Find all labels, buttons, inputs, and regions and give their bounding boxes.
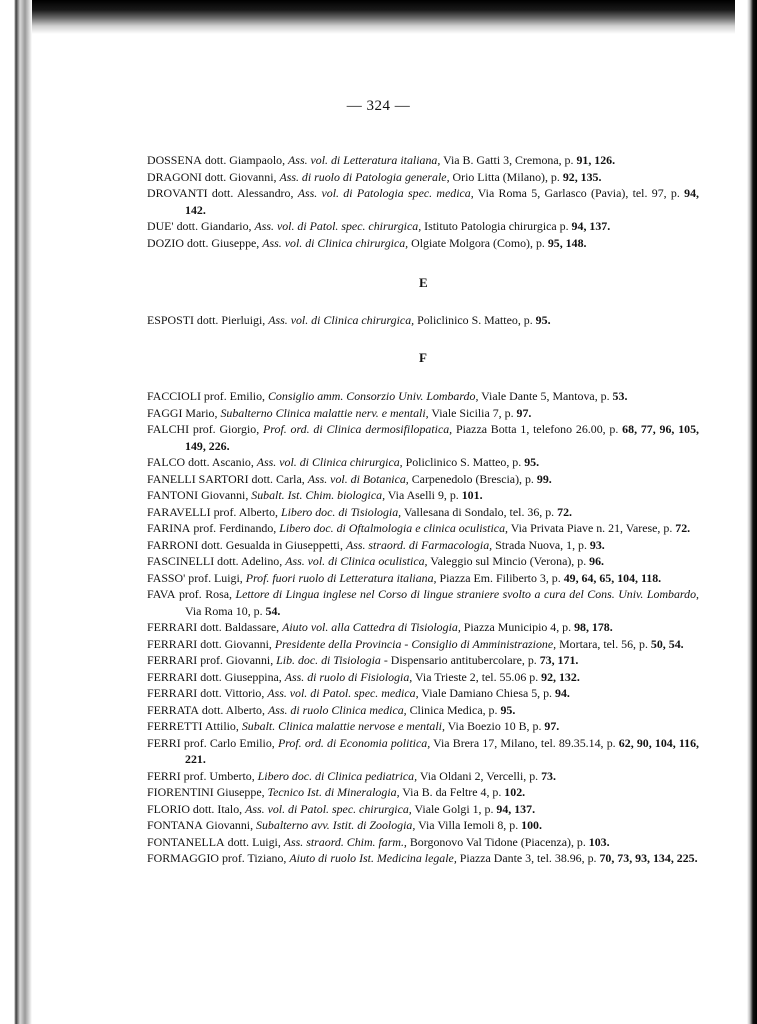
entry-address: Viale Dante 5, Mantova, p. [478,389,613,403]
entry-title-firstname: dott. Alberto, [198,702,268,717]
entry-role: Ass. vol. di Letteratura italiana, [288,153,441,167]
section-letter-e: E [419,275,428,290]
entry-title-firstname: dott. Giuseppe, [183,235,263,250]
entry-pages: 95. [524,455,540,469]
entry-pages: 97. [544,719,560,733]
entry-title-firstname: prof. Luigi, [185,570,246,585]
entry-name: FONTANELLA [147,834,225,849]
entry-address: Viale Golgi 1, p. [411,801,497,816]
entry-pages: 50, 54. [650,636,684,651]
index-entry [147,834,699,851]
entry-pages: 96. [589,554,605,568]
entry-address: Piazza Dante 3, tel. 38.96, p. [456,851,600,865]
entry-role: Ass. straord. di Farmacologia, [345,537,493,552]
index-entry [147,520,699,537]
entry-title-firstname: dott. Adelino, [214,554,286,568]
entry-name: FIORENTINI [147,785,214,799]
entry-role: Libero doc. di Tisiologia, [280,504,402,519]
index-entry [147,817,699,834]
entry-name: FALCO [147,455,186,469]
entry-pages: 95. [535,313,551,327]
entry-pages: 98, 178. [574,620,613,634]
section-letter-f: F [419,350,427,365]
entry-role: Libero doc. di Oftalmologia e clinica oculistica, [279,521,508,535]
entry-address: Via Brera 17, Milano, tel. 89.35.14, p. [430,735,619,750]
entry-title-firstname: dott. Giovanni, [201,169,280,184]
index-entry [147,685,699,702]
entry-title-firstname: Giuseppe, [213,785,268,799]
entry-pages: 53. [612,389,628,403]
entry-role: Ass. vol. di Clinica chirurgica, [268,313,415,327]
entry-name: FARRONI [147,537,199,552]
entry-name: FAGGI [147,405,183,420]
page-binding-shadow [0,0,32,1024]
entry-pages: 103. [588,834,610,849]
entry-address: Via Boezio 10 B, p. [444,719,545,733]
entry-title-firstname: dott. Gesualda in Giuseppetti, [198,537,346,552]
index-entry [147,784,699,801]
entry-address: Via Trieste 2, tel. 55.06 p. [412,669,542,684]
entry-pages: 94, 137. [571,219,611,233]
entry-address: Piazza Botta 1, telefono 26.00, p. [452,422,623,436]
entry-address: Via Villa Iemoli 8, p. [415,818,522,832]
entry-pages: 72. [557,504,572,519]
entry-role: Ass. di ruolo di Patologia generale, [279,169,450,184]
entry-list-f [147,388,699,867]
entry-address: Clinica Medica, p. [406,702,501,717]
entry-pages: 72. [675,521,691,535]
entry-pages: 68, 77, 96, 105, 149, 226. [185,422,700,453]
entry-name: FANELLI SARTORI [147,471,249,486]
entry-title-firstname: Giovanni, [202,818,257,832]
entry-address: Via Aselli 9, p. [385,488,462,502]
entry-title-firstname: dott. Giuseppina, [197,669,285,684]
entry-role: Ass. straord. Chim. farm., [283,834,407,849]
index-entry [147,471,699,488]
entry-name: FERRARI [147,669,198,684]
entry-title-firstname: dott. Baldassare, [197,620,283,634]
entry-pages: 49, 64, 65, 104, 118. [563,570,662,585]
entry-pages: 94, 142. [185,186,699,217]
index-entry [147,218,699,235]
entry-address: Istituto Patologia chirurgica p. [421,219,572,233]
index-entry [147,421,699,454]
entry-address: Policlinico S. Matteo, p. [402,455,525,469]
entry-role: Ass. vol. di Clinica chirurgica, [262,235,409,250]
entry-name: DUE' [147,219,174,233]
entry-name: FARAVELLI [147,504,211,519]
entry-title-firstname: prof. Giorgio, [189,422,264,436]
entry-title-firstname: dott. Giampaolo, [201,153,289,167]
index-entry [147,504,699,521]
entry-name: FERRARI [147,653,198,667]
entry-name: FLORIO [147,801,190,816]
entry-title-firstname: prof. Giovanni, [197,653,277,667]
entry-name: FERRARI [147,620,198,634]
index-entry [147,388,699,405]
entry-address: Policlinico S. Matteo, p. [414,313,536,327]
entry-role: Tecnico Ist. di Mineralogia, [267,785,400,799]
index-entry [147,636,699,653]
page-number: — 324 — [346,98,411,114]
entry-title-firstname: dott. Vittorio, [197,686,268,700]
entry-address: Valeggio sul Mincio (Verona), p. [427,554,590,568]
entry-name: FAVA [147,587,176,601]
entry-title-firstname: dott. Carla, [248,471,308,486]
entry-pages: 92, 132. [541,669,580,684]
entry-title-firstname: dott. Pierluigi, [193,313,269,327]
entry-title-firstname: dott. Ascanio, [185,455,257,469]
entry-name: FERRETTI [147,719,203,733]
entry-title-firstname: prof. Ferdinando, [190,521,280,535]
entry-address: Via Privata Piave n. 21, Varese, p. [508,521,676,535]
scan-top-shadow [0,0,757,34]
index-entry [147,454,699,471]
entry-pages: 54. [265,603,281,618]
entry-name: FORMAGGIO [147,851,220,865]
index-entry [147,312,699,329]
entry-role: Ass. vol. di Clinica oculistica, [285,554,428,568]
entry-role: Consiglio amm. Consorzio Univ. Lombardo, [268,389,479,403]
entry-pages: 95, 148. [547,235,587,250]
entry-name: FERRI [147,768,181,783]
entry-address: Via Roma 5, Garlasco (Pavia), tel. 97, p. [473,186,685,200]
entry-pages: 102. [504,785,526,799]
entry-name: FARINA [147,521,191,535]
entry-pages: 73. [541,768,556,783]
entry-pages: 73, 171. [539,653,579,667]
entry-role: Lib. doc. di Tisiologia [276,653,381,667]
entry-pages: 94, 137. [496,801,536,816]
entry-role: Ass. vol. di Patol. spec. chirurgica, [254,219,422,233]
index-entry [147,735,699,768]
entry-pages: 91, 126. [576,153,616,167]
entry-role: Subalterno avv. Istit. di Zoologia, [256,818,416,832]
entry-list-d [147,152,699,251]
entry-address: Vallesana di Sondalo, tel. 36, p. [401,504,558,519]
entry-address: Piazza Em. Filiberto 3, p. [436,570,564,585]
entry-pages: 94. [555,686,570,700]
entry-role: Subalt. Clinica malattie nervose e mentali, [241,719,445,733]
entry-name: DRAGONI [147,169,202,184]
entry-role: Ass. vol. di Patol. spec. chirurgica, [245,801,412,816]
entry-pages: 100. [521,818,542,832]
index-entry [147,169,699,186]
entry-name: FALCHI [147,422,190,436]
entry-name: FERRARI [147,636,198,651]
entry-name: FERRARI [147,686,198,700]
entry-address: Via B. da Feltre 4, p. [399,785,505,799]
entry-title-firstname: dott. Giovanni, [197,636,275,651]
index-entry [147,152,699,169]
entry-title-firstname: prof. Tiziano, [219,851,290,865]
entry-title-firstname: prof. Carlo Emilio, [180,735,278,750]
entry-title-firstname: prof. Rosa, [175,587,236,601]
entry-name: FACCIOLI [147,389,201,403]
entry-role: Ass. di ruolo Clinica medica, [267,702,407,717]
entry-role: Prof. ord. di Clinica dermosifilopatica, [263,422,453,436]
entry-address: Olgiate Molgora (Como), p. [408,235,548,250]
entry-title-firstname: dott. Italo, [189,801,246,816]
entry-address: Carpenedolo (Brescia), p. [408,471,537,486]
entry-role: Subalterno Clinica malattie nerv. e mentali, [220,405,429,420]
entry-name: FERRI [147,735,181,750]
index-entry [147,768,699,785]
entry-pages: 93. [589,537,605,552]
entry-address: Strada Nuova, 1, p. [492,537,590,552]
entry-role: Ass. vol. di Patol. spec. medica, [267,686,419,700]
entry-title-firstname: dott. Luigi, [224,834,284,849]
entry-pages: 99. [536,471,552,486]
entry-address: Piazza Municipio 4, p. [460,620,575,634]
index-entry [147,487,699,504]
index-entry [147,537,699,554]
entry-role: Libero doc. di Clinica pediatrica, [257,768,418,783]
entry-name: FASSO' [147,570,186,585]
entry-list-e [147,312,699,329]
index-entry [147,669,699,686]
entry-address: - Dispensario antitubercolare, p. [380,653,540,667]
entry-title-firstname: dott. Giandario, [173,219,255,233]
entry-role: Ass. di ruolo di Fisiologia, [284,669,413,684]
entry-role: Aiuto vol. alla Cattedra di Tisiologia, [282,620,461,634]
entry-name: ESPOSTI [147,313,194,327]
entry-role: Prof. ord. di Economia politica, [277,735,431,750]
entry-pages: 70, 73, 93, 134, 225. [599,851,698,865]
entry-role: Subalt. Ist. Chim. biologica, [251,488,386,502]
entry-role: Ass. vol. di Clinica chirurgica, [256,455,403,469]
entry-address: Viale Damiano Chiesa 5, p. [418,686,556,700]
entry-role: Prof. fuori ruolo di Letteratura italiana, [245,570,437,585]
index-entry [147,850,699,867]
entry-address: Viale Sicilia 7, p. [428,405,517,420]
entry-pages: 101. [461,488,483,502]
entry-role: Ass. vol. di Botanica, [307,471,409,486]
entry-address: Orio Litta (Milano), p. [449,169,563,184]
index-entry [147,405,699,422]
index-entry [147,235,699,252]
index-entry [147,553,699,570]
entry-name: DOSSENA [147,153,202,167]
index-entry [147,570,699,587]
index-entry [147,619,699,636]
entry-title-firstname: prof. Emilio, [200,389,268,403]
entry-address: Mortara, tel. 56, p. [556,636,651,651]
entry-pages: 62, 90, 104, 116, 221. [185,735,700,766]
entry-role: Ass. vol. di Patologia spec. medica, [297,186,474,200]
entry-pages: 97. [516,405,532,420]
entry-name: FASCINELLI [147,554,215,568]
entry-pages: 95. [500,702,516,717]
entry-title-firstname: Mario, [182,405,221,420]
entry-address: Via B. Gatti 3, Cremona, p. [440,153,577,167]
entry-title-firstname: Giovanni, [198,488,252,502]
page-right-edge [735,0,757,1024]
entry-title-firstname: prof. Umberto, [180,768,258,783]
index-entry [147,702,699,719]
entry-name: FONTANA [147,818,203,832]
entry-name: DROVANTI [147,186,208,200]
entry-role: Aiuto di ruolo Ist. Medicina legale, [289,851,457,865]
entry-title-firstname: dott. Alessandro, [207,186,298,200]
entry-role: Presidente della Provincia - Consiglio di Amministrazione, [274,636,557,651]
entry-address: Via Oldani 2, Vercelli, p. [417,768,542,783]
entry-role: Lettore di Lingua inglese nel Corso di lingue straniere svolto a cura del Cons. Univ. Lombardo, [235,587,699,601]
entry-title-firstname: Attilio, [202,719,242,733]
entry-title-firstname: prof. Alberto, [210,504,281,519]
entry-pages: 92, 135. [562,169,602,184]
index-entry [147,185,699,218]
index-entry [147,586,699,619]
entry-address: Borgonovo Val Tidone (Piacenza), p. [406,834,589,849]
index-entry [147,652,699,669]
entry-name: DOZIO [147,235,184,250]
index-entry [147,718,699,735]
entry-name: FANTONI [147,488,199,502]
entry-address: Via Roma 10, p. [185,603,266,618]
index-entry [147,801,699,818]
entry-name: FERRATA [147,702,199,717]
